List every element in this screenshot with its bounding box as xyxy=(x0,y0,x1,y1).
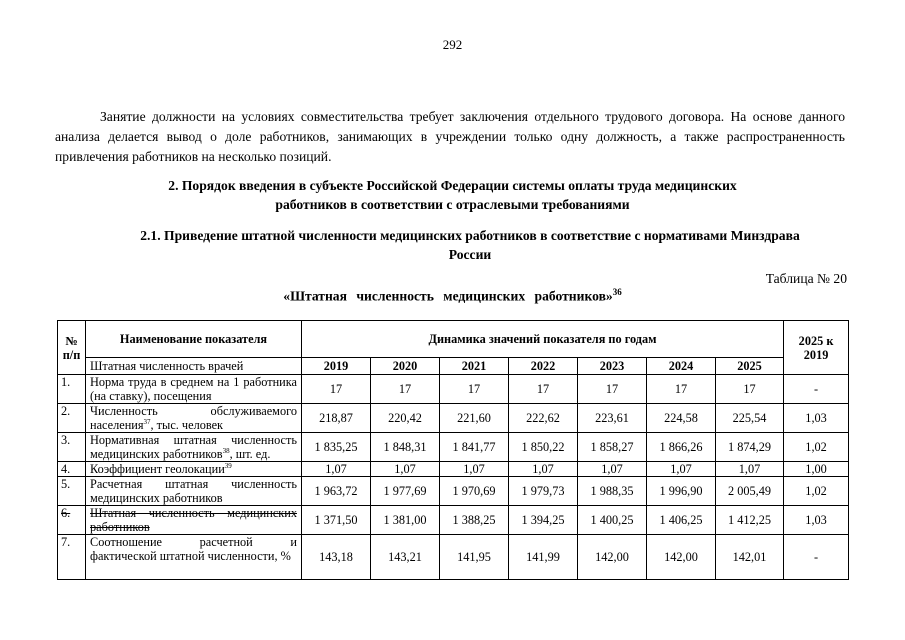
row-value: 17 xyxy=(371,375,440,404)
table-row xyxy=(58,433,849,462)
row-value: 17 xyxy=(716,375,784,404)
row-value: 17 xyxy=(440,375,509,404)
row-value: 1,07 xyxy=(716,462,784,477)
section-heading-line1: 2. Порядок введения в субъекте Российской Федерации системы оплаты труда медицинских xyxy=(168,178,737,193)
row-name-tail: , тыс. человек xyxy=(150,418,224,432)
year-2023: 2023 xyxy=(578,358,647,375)
subsection-heading-line2: России xyxy=(448,247,492,262)
row-value: 220,42 xyxy=(371,404,440,433)
row-name-text: Нормативная штатная численность медицинских работников xyxy=(90,433,297,461)
row-indicator-name xyxy=(86,462,302,477)
row-value: 1 394,25 xyxy=(509,506,578,535)
year-2022: 2022 xyxy=(509,358,578,375)
row-ratio: - xyxy=(784,535,849,580)
row-value: 1 371,50 xyxy=(302,506,371,535)
row-indicator-name xyxy=(86,404,302,433)
row-value: 1 388,25 xyxy=(440,506,509,535)
row-value: 2 005,49 xyxy=(716,477,784,506)
row-value: 1 866,26 xyxy=(647,433,716,462)
row-name-text: Численность обслуживаемого населения xyxy=(90,404,297,432)
table-row xyxy=(58,535,849,580)
row-value: 1 841,77 xyxy=(440,433,509,462)
subheader-doctors: Штатная численность врачей xyxy=(86,358,302,375)
table-row xyxy=(58,506,849,535)
row-index: 7. xyxy=(58,535,86,580)
table-caption xyxy=(0,287,905,305)
row-value: 143,18 xyxy=(302,535,371,580)
row-value: 1,07 xyxy=(509,462,578,477)
row-ratio: 1,00 xyxy=(784,462,849,477)
row-index: 3. xyxy=(58,433,86,462)
row-name-text: Соотношение расчетной и фактической штатной численности, % xyxy=(90,535,297,563)
row-value: 1,07 xyxy=(578,462,647,477)
row-footnote: 37 xyxy=(143,417,151,426)
row-value: 17 xyxy=(509,375,578,404)
row-value: 17 xyxy=(302,375,371,404)
year-2021: 2021 xyxy=(440,358,509,375)
page-number: 292 xyxy=(442,37,463,52)
row-value: 1 835,25 xyxy=(302,433,371,462)
table-label: Таблица № 20 xyxy=(765,271,847,286)
header-indicator: Наименование показателя xyxy=(86,321,302,358)
row-value: 221,60 xyxy=(440,404,509,433)
row-value: 17 xyxy=(647,375,716,404)
row-indicator-name xyxy=(86,433,302,462)
row-name-text: Норма труда в среднем на 1 работника (на ставку), посещения xyxy=(90,375,297,403)
row-value: 223,61 xyxy=(578,404,647,433)
header-ratio: 2025 к 2019 xyxy=(784,321,849,375)
row-name-text: Расчетная штатная численность медицинских работников xyxy=(90,477,297,505)
row-index: 1. xyxy=(58,375,86,404)
year-2024: 2024 xyxy=(647,358,716,375)
table-row xyxy=(58,375,849,404)
header-num: № п/п xyxy=(58,321,86,375)
table-caption-text: «Штатная численность медицинских работников» xyxy=(283,288,613,304)
row-ratio: 1,02 xyxy=(784,477,849,506)
row-ratio: 1,02 xyxy=(784,433,849,462)
row-value: 225,54 xyxy=(716,404,784,433)
row-name-text: Коэффициент геолокации xyxy=(90,462,225,476)
row-value: 1,07 xyxy=(302,462,371,477)
year-2019: 2019 xyxy=(302,358,371,375)
row-value: 1 412,25 xyxy=(716,506,784,535)
section-heading-line2: работников в соответствии с отраслевыми требованиями xyxy=(275,197,630,212)
subsection-heading xyxy=(0,226,905,264)
row-value: 1 858,27 xyxy=(578,433,647,462)
row-value: 1 979,73 xyxy=(509,477,578,506)
row-value: 1,07 xyxy=(647,462,716,477)
row-indicator-name xyxy=(86,477,302,506)
row-value: 218,87 xyxy=(302,404,371,433)
table-row xyxy=(58,462,849,477)
year-2020: 2020 xyxy=(371,358,440,375)
year-2025: 2025 xyxy=(716,358,784,375)
row-indicator-name xyxy=(86,506,302,535)
subsection-heading-line1: 2.1. Приведение штатной численности медицинских работников в соответствие с нормативами Минздрава xyxy=(140,228,800,243)
row-ratio: - xyxy=(784,375,849,404)
row-value: 143,21 xyxy=(371,535,440,580)
row-index: 5. xyxy=(58,477,86,506)
row-name-text: Штатная численность медицинских работников xyxy=(90,506,297,534)
row-index: 4. xyxy=(58,462,86,477)
body-paragraph: Занятие должности на условиях совместительства требует заключения отдельного трудового договора. На основе данного анализа делается вывод о доле работников, занимающих в учреждении только одну должность, а также распространенность привлечения работников на несколько позиций. xyxy=(55,109,845,164)
row-ratio: 1,03 xyxy=(784,506,849,535)
row-value: 142,00 xyxy=(578,535,647,580)
row-value: 1 381,00 xyxy=(371,506,440,535)
row-value: 1 970,69 xyxy=(440,477,509,506)
row-value: 1 996,90 xyxy=(647,477,716,506)
row-value: 1,07 xyxy=(371,462,440,477)
section-heading xyxy=(0,176,905,214)
row-name-tail: , шт. ед. xyxy=(229,447,271,461)
row-value: 1 406,25 xyxy=(647,506,716,535)
row-value: 141,99 xyxy=(509,535,578,580)
row-value: 1 963,72 xyxy=(302,477,371,506)
table-row xyxy=(58,404,849,433)
row-value: 142,01 xyxy=(716,535,784,580)
row-ratio: 1,03 xyxy=(784,404,849,433)
row-value: 141,95 xyxy=(440,535,509,580)
row-value: 1 874,29 xyxy=(716,433,784,462)
row-value: 1 400,25 xyxy=(578,506,647,535)
row-indicator-name xyxy=(86,535,302,580)
table-row xyxy=(58,477,849,506)
row-index: 6. xyxy=(58,506,86,535)
row-value: 224,58 xyxy=(647,404,716,433)
header-dynamics: Динамика значений показателя по годам xyxy=(302,321,784,358)
staff-table xyxy=(57,320,849,580)
row-footnote: 39 xyxy=(224,461,232,470)
row-value: 1 848,31 xyxy=(371,433,440,462)
row-value: 1 988,35 xyxy=(578,477,647,506)
row-indicator-name xyxy=(86,375,302,404)
row-value: 142,00 xyxy=(647,535,716,580)
row-value: 222,62 xyxy=(509,404,578,433)
row-value: 1,07 xyxy=(440,462,509,477)
table-caption-footnote: 36 xyxy=(612,287,622,297)
row-index: 2. xyxy=(58,404,86,433)
row-footnote: 38 xyxy=(222,446,230,455)
row-value: 17 xyxy=(578,375,647,404)
row-value: 1 977,69 xyxy=(371,477,440,506)
row-value: 1 850,22 xyxy=(509,433,578,462)
